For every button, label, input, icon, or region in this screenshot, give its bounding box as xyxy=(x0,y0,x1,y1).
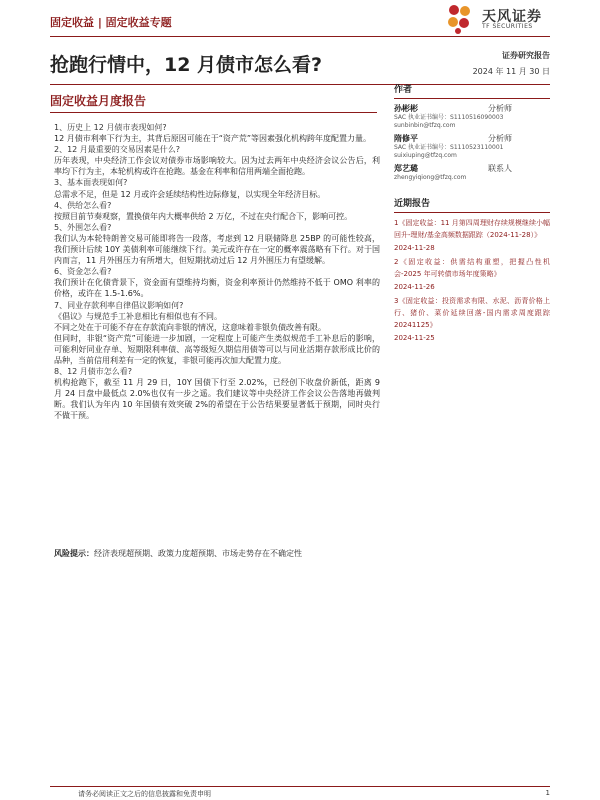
author-email[interactable]: suixiuping@tfzq.com xyxy=(394,152,457,159)
section-heading-outlook: 8、12 月债市怎么看? xyxy=(54,367,133,377)
section-heading-deposit-rate: 7、同业存款利率自律倡议影响如何? xyxy=(54,300,184,310)
page-number: 1 xyxy=(545,789,550,797)
report-title: 抢跑行情中，12 月债市怎么看? xyxy=(50,54,323,76)
recent-report-item[interactable] xyxy=(394,295,550,344)
logo-text-cn: 天风证券 xyxy=(482,9,542,25)
author-name: 孙彬彬 xyxy=(394,104,418,113)
recent-report-date: 2024-11-26 xyxy=(394,282,435,291)
report-category: 固定收益 | 固定收益专题 xyxy=(50,16,172,29)
section-text-history: 12 月债市利率下行为主，其背后原因可能在于“资产荒”等因素强化机构跨年度配置力量。 xyxy=(54,134,372,144)
recent-report-link[interactable]: 1《固定收益：11 月第四周理财存续规模继续小幅回升-理财/基金高频数据跟踪（2024-11-28）》 xyxy=(394,219,550,240)
recent-reports-title: 近期报告 xyxy=(394,199,431,209)
subtitle-divider xyxy=(50,112,377,113)
risk-label: 风险提示： xyxy=(54,549,94,558)
section-text-deposit-rate-3: 但同时，非银“资产荒”可能进一步加剧，一定程度上可能产生类似规范手工补息后的影响，可能利好同业存单、短期限利率债、高等级短久期信用债等可以与同业活期存款形成比价的品种，当前信用利差有一定的恢复，非银可能再次加大配置力度。 xyxy=(54,333,380,365)
author-cert: SAC 执业证书编号：S1110523110001 xyxy=(394,144,504,151)
section-text-outlook: 机构抢跑下，截至 11 月 29 日，10Y 国债下行至 2.02%，已经创下收盘价新低，距离 9 月 24 日盘中最低点 2.0%也仅有一步之遥。我们建议等中央经济工作会议公告落地再做判断。我们认为年内 10 年国债有效突破 2%的希望在于公告结果要显著低于预期，同时央行不做干预。 xyxy=(54,378,380,421)
logo-text-en: TF SECURITIES xyxy=(482,23,533,30)
company-logo xyxy=(444,4,554,34)
recent-reports-divider xyxy=(394,212,550,213)
author-email[interactable]: sunbinbin@tfzq.com xyxy=(394,122,456,129)
authors-title: 作者 xyxy=(394,85,413,95)
report-subtitle: 固定收益月度报告 xyxy=(50,94,147,108)
risk-text: 经济表现超预期、政策力度超预期、市场走势存在不确定性 xyxy=(94,549,302,558)
section-text-supply: 按照目前节奏观察，置换债年内大概率供给 2 万亿，不过在央行配合下，影响可控。 xyxy=(54,211,353,221)
author-role: 联系人 xyxy=(488,164,512,173)
section-text-fundamentals: 总需求不足，但是 12 月或许会延续结构性边际修复，以实现全年经济目标。 xyxy=(54,189,326,199)
sidebar xyxy=(394,80,550,346)
recent-report-date: 2024-11-28 xyxy=(394,243,435,252)
top-divider xyxy=(50,36,550,37)
recent-report-item[interactable] xyxy=(394,217,550,254)
section-text-trading-factor: 历年表现，中央经济工作会议对债券市场影响较大。因为过去两年中央经济会议公告后，利率均下行为主，本轮机构或许在抢跑。基金在利率和信用两端全面抢跑。 xyxy=(54,156,380,177)
recent-report-link[interactable]: 2《固定收益：供需结构重塑，把握凸性机会-2025 年可转债市场年度策略》 xyxy=(394,257,550,279)
author-name: 郑艺璐 xyxy=(394,164,418,173)
summary-body xyxy=(54,122,380,422)
section-heading-history: 1、历史上 12 月债市表现如何? xyxy=(54,123,167,132)
author-card xyxy=(394,163,550,182)
report-type: 证券研究报告 xyxy=(502,51,550,60)
logo-mark-icon xyxy=(444,4,474,34)
section-text-deposit-rate-2: 不同之处在于可能不存在存款流向非银的情况，这意味着非银负债改善有限。 xyxy=(54,322,326,332)
footer-disclaimer: 请务必阅读正文之后的信息披露和免责申明 xyxy=(78,790,211,798)
author-role: 分析师 xyxy=(488,134,512,143)
section-heading-supply: 4、供给怎么看? xyxy=(54,200,112,210)
risk-warning xyxy=(54,548,380,559)
section-heading-liquidity: 6、资金怎么看? xyxy=(54,267,112,277)
recent-report-date: 2024-11-25 xyxy=(394,333,435,342)
author-card xyxy=(394,133,550,160)
section-heading-trading-factor: 2、12 月最重要的交易因素是什么? xyxy=(54,145,181,155)
author-name: 隋修平 xyxy=(394,134,418,143)
section-text-external: 我们认为本轮特朗普交易可能即将告一段落，考虑到 12 月联储降息 25BP 的可能性较高，我们预计后续 10Y 美债利率可能继续下行。美元或许存在一定的概率震荡略有下行。对于国内而言，11 月外围压力有所增大，但短期扰动过后 12 月外围压力有望缓解。 xyxy=(54,233,380,266)
report-date: 2024 年 11 月 30 日 xyxy=(472,67,550,76)
author-card xyxy=(394,103,550,130)
footer-divider xyxy=(50,786,550,787)
section-text-liquidity: 我们预计在化债背景下，资金面有望维持均衡，资金利率预计仍然维持不低于 OMO 利率的价格，或许在 1.5-1.6%。 xyxy=(54,278,380,299)
author-role: 分析师 xyxy=(488,104,512,113)
author-email[interactable]: zhengyiqiong@tfzq.com xyxy=(394,174,467,181)
section-text-deposit-rate-1: 《倡议》与规范手工补息相比有相似也有不同。 xyxy=(54,311,222,321)
recent-report-link[interactable]: 3《固定收益：投资需求有限、水泥、沥青价格上行、猪价、菜价延续回落-国内需求周度跟踪 20241125》 xyxy=(394,296,550,330)
authors-divider xyxy=(394,98,550,99)
author-cert: SAC 执业证书编号：S1110516090003 xyxy=(394,114,504,121)
section-heading-external: 5、外围怎么看? xyxy=(54,222,112,232)
recent-report-item[interactable] xyxy=(394,256,550,293)
section-heading-fundamentals: 3、基本面表现如何? xyxy=(54,178,128,188)
